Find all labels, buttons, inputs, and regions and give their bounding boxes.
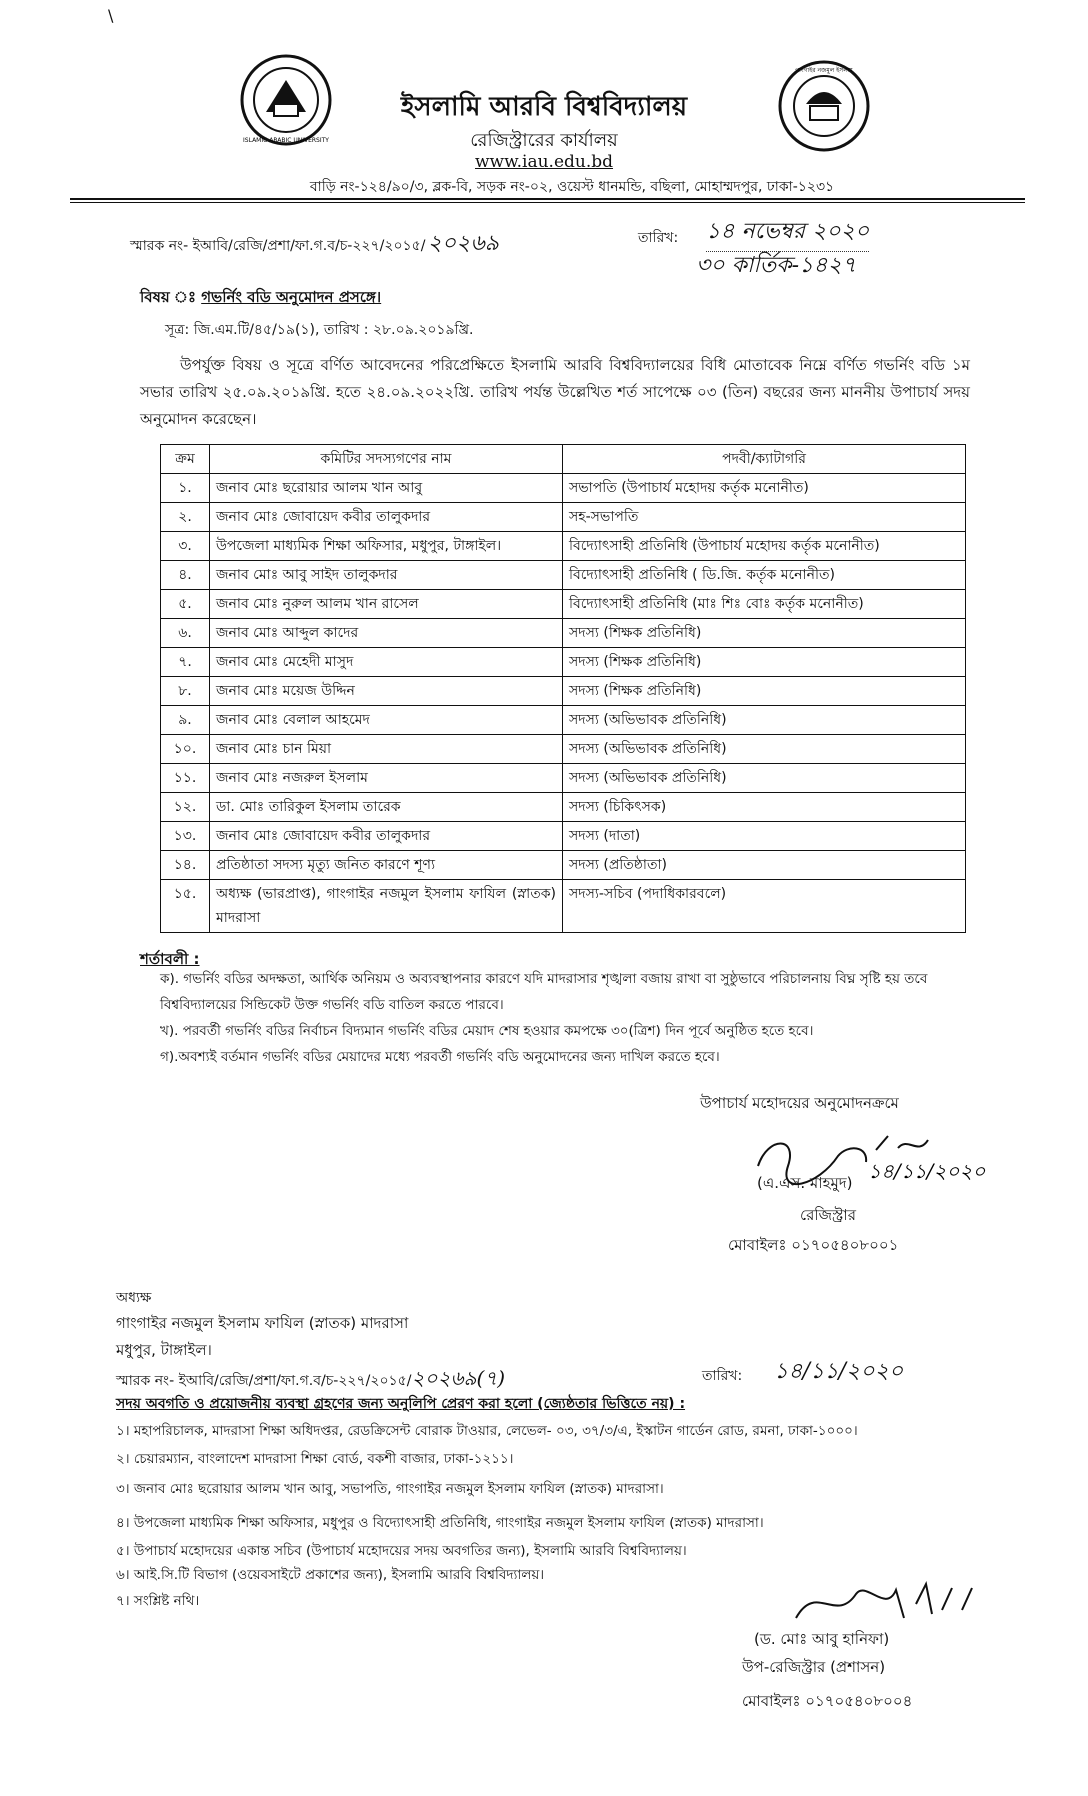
table-row <box>161 735 966 764</box>
table-row <box>161 532 966 561</box>
body-paragraph: উপর্যুক্ত বিষয় ও সূত্রে বর্ণিত আবেদনের পরিপ্রেক্ষিতে ইসলামি আরবি বিশ্ববিদ্যালয়ের বিধি মোতাবেক নিম্নে বর্ণিত গভর্নিং বডি ১ম সভার তারিখ ২৫.০৯.২০১৯খ্রি. হতে ২৪.০৯.২০২২খ্রি. তারিখ পর্যন্ত উল্লেখিত শর্ত সাপেক্ষে ০৩ (তিন) বছরের জন্য মাননীয় উপাচার্য সদয় অনুমোদন করেছেন। <box>140 356 970 428</box>
row-serial: ৬. <box>161 619 210 648</box>
row-serial: ৩. <box>161 532 210 561</box>
row-member-name: জনাব মোঃ জোবায়েদ কবীর তালুকদার <box>210 822 563 851</box>
col-serial: ক্রম <box>161 445 210 474</box>
signatory-2-mobile: মোবাইলঃ ০১৭০৫৪০৮০০৪ <box>742 1692 913 1710</box>
row-member-name: জনাব মোঃ মেহেদী মাসুদ <box>210 648 563 677</box>
subject-label: বিষয় ঃ <box>140 288 196 306</box>
row-serial: ২. <box>161 503 210 532</box>
signature-date: ১৪/১১/২০২০ <box>868 1159 986 1183</box>
row-member-name: জনাব মোঃ বেলাল আহমেদ <box>210 706 563 735</box>
table-row <box>161 474 966 503</box>
table-row <box>161 764 966 793</box>
row-member-name: অধ্যক্ষ (ভারপ্রাপ্ত), গাংগাইর নজমুল ইসলাম ফাযিল (স্নাতক) মাদরাসা <box>210 880 563 933</box>
office-address: বাড়ি নং-১২৪/৯০/৩, ব্লক-বি, সড়ক নং-০২, ওয়েস্ট ধানমন্ডি, বছিলা, মোহাম্মদপুর, ঢাকা-১২৩১ <box>309 179 835 195</box>
row-designation: সদস্য (শিক্ষক প্রতিনিধি) <box>563 619 966 648</box>
row-serial: ১৩. <box>161 822 210 851</box>
page-corner-mark: \ <box>108 6 114 25</box>
date-handwritten-english: ১৪ নভেম্বর ২০২০ <box>706 214 869 252</box>
row-member-name: জনাব মোঃ নুরুল আলম খান রাসেল <box>210 590 563 619</box>
date-handwritten-bangla: ৩০ কার্তিক-১৪২৭ <box>696 253 857 278</box>
copy-date-handwritten: ১৪/১১/২০২০ <box>774 1359 904 1384</box>
header-rule-thin <box>70 202 1025 203</box>
condition-item: গ).অবশ্যই বর্তমান গভর্নিং বডির মেয়াদের মধ্যে পরবর্তী গভর্নিং বডি অনুমোদনের জন্য দাখিল করতে হবে। <box>160 1049 720 1065</box>
row-serial: ১০. <box>161 735 210 764</box>
date-label: তারিখ: <box>638 230 679 246</box>
copy-memo-number-hand: ২০২৬৯(৭) <box>411 1366 506 1390</box>
row-serial: ১৫. <box>161 880 210 933</box>
conditions-heading: শর্তাবলী : <box>140 950 200 968</box>
row-designation: সদস্য (প্রতিষ্ঠাতা) <box>563 851 966 880</box>
table-row <box>161 590 966 619</box>
row-serial: ৫. <box>161 590 210 619</box>
row-member-name: জনাব মোঃ নজরুল ইসলাম <box>210 764 563 793</box>
table-row <box>161 677 966 706</box>
row-designation: বিদ্যোৎসাহী প্রতিনিধি ( ডি.জি. কর্তৃক মনোনীত) <box>563 561 966 590</box>
row-serial: ৭. <box>161 648 210 677</box>
table-row <box>161 822 966 851</box>
university-name: ইসলামি আরবি বিশ্ববিদ্যালয় <box>400 92 688 122</box>
signatory-2-name: (ড. মোঃ আবু হানিফা) <box>754 1630 890 1648</box>
table-row <box>161 648 966 677</box>
recipient-location: মধুপুর, টাঙ্গাইল। <box>116 1341 212 1359</box>
memo-number <box>130 226 499 263</box>
row-serial: ৯. <box>161 706 210 735</box>
row-serial: ৮. <box>161 677 210 706</box>
row-designation: সদস্য (চিকিৎসক) <box>563 793 966 822</box>
row-designation: সদস্য (অভিভাবক প্রতিনিধি) <box>563 735 966 764</box>
row-designation: সদস্য (দাতা) <box>563 822 966 851</box>
memo-number-hand: ২০২৬৯ <box>427 231 499 256</box>
condition-item: ক). গভর্নিং বডির অদক্ষতা, আর্থিক অনিয়ম ও অব্যবস্থাপনার কারণে যদি মাদরাসার শৃঙ্খলা বজায় রাখা বা সুষ্ঠুভাবে পরিচালনায় বিঘ্ন সৃষ্টি হয় তবে বিশ্ববিদ্যালয়ের সিন্ডিকেট উক্ত গভর্নিং বডি বাতিল করতে পারবে। <box>160 971 928 1013</box>
copy-list-item: ৪। উপজেলা মাধ্যমিক শিক্ষা অফিসার, মধুপুর ও বিদ্যোৎসাহী প্রতিনিধি, গাংগাইর নজমুল ইসলাম ফাযিল (স্নাতক) মাদরাসা। <box>116 1515 764 1531</box>
table-row <box>161 706 966 735</box>
approval-note: উপাচার্য মহোদয়ের অনুমোদনক্রমে <box>700 1094 899 1112</box>
table-row <box>161 561 966 590</box>
row-serial: ১৪. <box>161 851 210 880</box>
row-designation: সদস্য (শিক্ষক প্রতিনিধি) <box>563 677 966 706</box>
row-designation: সদস্য (শিক্ষক প্রতিনিধি) <box>563 648 966 677</box>
table-row <box>161 619 966 648</box>
logo-right-text: গাংগাইর নজমুল ইসলাম <box>795 67 853 74</box>
copy-list-item: ৩। জনাব মোঃ ছরোয়ার আলম খান আবু, সভাপতি, গাংগাইর নজমুল ইসলাম ফাযিল (স্নাতক) মাদরাসা। <box>116 1481 664 1497</box>
subject-text: গভর্নিং বডি অনুমোদন প্রসঙ্গে। <box>201 288 382 306</box>
row-designation: সদস্য (অভিভাবক প্রতিনিধি) <box>563 764 966 793</box>
row-member-name: জনাব মোঃ আবু সাইদ তালুকদার <box>210 561 563 590</box>
members-table <box>160 444 966 933</box>
signatory-2-designation: উপ-রেজিস্ট্রার (প্রশাসন) <box>742 1658 886 1676</box>
copy-list-item: ৭। সংশ্লিষ্ট নথি। <box>116 1593 200 1609</box>
row-member-name: উপজেলা মাধ্যমিক শিক্ষা অফিসার, মধুপুর, টাঙ্গাইল। <box>210 532 563 561</box>
row-member-name: ডা. মোঃ তারিকুল ইসলাম তারেক <box>210 793 563 822</box>
table-row <box>161 851 966 880</box>
copy-date-label: তারিখ: <box>702 1368 743 1384</box>
copy-heading: সদয় অবগতি ও প্রয়োজনীয় ব্যবস্থা গ্রহণের জন্য অনুলিপি প্রেরণ করা হলো (জ্যেষ্ঠতার ভিত্তিতে নয়) : <box>116 1396 686 1412</box>
row-designation: সদস্য-সচিব (পদাধিকারবলে) <box>563 880 966 933</box>
subject-line <box>140 286 381 311</box>
copy-memo-number-label: স্মারক নং- ইআবি/রেজি/প্রশা/ফা.গ.ব/চ-২২৭/২০১৫/ <box>116 1373 412 1389</box>
recipient-institution: গাংগাইর নজমুল ইসলাম ফাযিল (স্নাতক) মাদরাসা <box>116 1314 409 1332</box>
reference-line: সূত্র: জি.এম.টি/৪৫/১৯(১), তারিখ : ২৮.০৯.২০১৯খ্রি. <box>165 322 474 338</box>
row-designation: সহ-সভাপতি <box>563 503 966 532</box>
row-member-name: জনাব মোঃ চান মিয়া <box>210 735 563 764</box>
table-header-row <box>161 445 966 474</box>
table-row <box>161 793 966 822</box>
copy-list-item: ৫। উপাচার্য মহোদয়ের একান্ত সচিব (উপাচার্য মহোদয়ের সদয় অবগতির জন্য), ইসলামি আরবি বিশ্ববিদ্যালয়। <box>116 1543 687 1559</box>
row-member-name: জনাব মোঃ ছরোয়ার আলম খান আবু <box>210 474 563 503</box>
signatory-1-designation: রেজিস্ট্রার <box>800 1206 857 1224</box>
row-member-name: প্রতিষ্ঠাতা সদস্য মৃত্যু জনিত কারণে শূণ্য <box>210 851 563 880</box>
col-designation: পদবী/ক্যাটাগরি <box>563 445 966 474</box>
signatory-1-name: (এ.এস. মাহমুদ) <box>757 1174 853 1192</box>
row-designation: সদস্য (অভিভাবক প্রতিনিধি) <box>563 706 966 735</box>
row-serial: ৪. <box>161 561 210 590</box>
row-serial: ১. <box>161 474 210 503</box>
signatory-1-mobile: মোবাইলঃ ০১৭০৫৪০৮০০১ <box>728 1236 899 1254</box>
deputy-registrar-signature <box>776 1574 996 1630</box>
office-name: রেজিস্ট্রারের কার্যালয় <box>470 130 618 151</box>
row-serial: ১২. <box>161 793 210 822</box>
row-designation: বিদ্যোৎসাহী প্রতিনিধি (উপাচার্য মহোদয় কর্তৃক মনোনীত) <box>563 532 966 561</box>
recipient-title: অধ্যক্ষ <box>116 1290 152 1306</box>
copy-list-item: ৬। আই.সি.টি বিভাগ (ওয়েবসাইটে প্রকাশের জন্য), ইসলামি আরবি বিশ্ববিদ্যালয়। <box>116 1567 545 1583</box>
memo-number-label: স্মারক নং- ইআবি/রেজি/প্রশা/ফা.গ.ব/চ-২২৭/২০১৫/ <box>130 238 426 254</box>
copy-list-item: ২। চেয়ারম্যান, বাংলাদেশ মাদরাসা শিক্ষা বোর্ড, বকশী বাজার, ঢাকা-১২১১। <box>116 1451 514 1467</box>
copy-list-item: ১। মহাপরিচালক, মাদরাসা শিক্ষা অধিদপ্তর, রেডক্রিসেন্ট বোরাক টাওয়ার, লেভেল- ০৩, ৩৭/৩/এ, ইস্কাটন গার্ডেন রোড, রমনা, ঢাকা-১০০০। <box>116 1423 858 1439</box>
website-link[interactable]: www.iau.edu.bd <box>474 152 614 172</box>
row-designation: সভাপতি (উপাচার্য মহোদয় কর্তৃক মনোনীত) <box>563 474 966 503</box>
col-member-name: কমিটির সদস্যগণের নাম <box>210 445 563 474</box>
row-member-name: জনাব মোঃ জোবায়েদ কবীর তালুকদার <box>210 503 563 532</box>
condition-item: খ). পরবর্তী গভর্নিং বডির নির্বাচন বিদ্যমান গভর্নিং বডির মেয়াদ শেষ হওয়ার কমপক্ষে ৩০(ত্রিশ) দিন পূর্বে অনুষ্ঠিত হতে হবে। <box>160 1023 814 1039</box>
header-rule <box>70 198 1025 200</box>
row-member-name: জনাব মোঃ ময়েজ উদ্দিন <box>210 677 563 706</box>
row-serial: ১১. <box>161 764 210 793</box>
row-designation: বিদ্যোৎসাহী প্রতিনিধি (মাঃ শিঃ বোঃ কর্তৃক মনোনীত) <box>563 590 966 619</box>
table-row <box>161 880 966 933</box>
row-member-name: জনাব মোঃ আব্দুল কাদের <box>210 619 563 648</box>
table-row <box>161 503 966 532</box>
logo-left-text: ISLAMIC ARABIC UNIVERSITY <box>243 137 329 144</box>
